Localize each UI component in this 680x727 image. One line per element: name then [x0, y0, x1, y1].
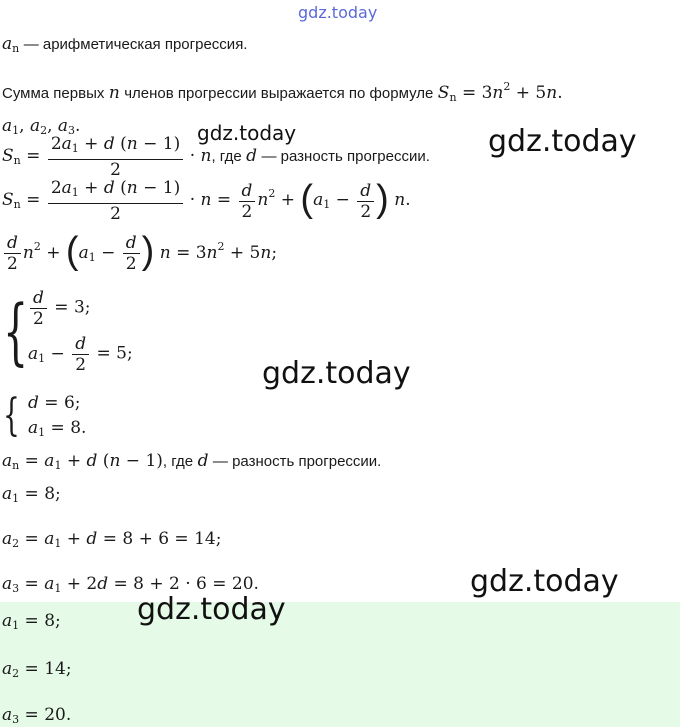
- line-a2: $a_2 = a_1 + d = 8 + 6 = 14$;: [2, 529, 222, 550]
- where-text: , где: [211, 148, 242, 166]
- line-equation: $\frac{d}{2}$ $n^2 + (a_1$ − $\frac{d}{2}$ ) $n = 3n^2 + 5n$;: [2, 232, 277, 275]
- line-sum-expanded: $S_n$ = $\frac{2a_1 + d (n - 1)}{2}$ · n = $\frac{d}{2}$ $n^2 + (a_1$ − $\frac{d}{2}$ ) n.: [2, 177, 411, 224]
- answer-a2: $a_2 = 14$;: [2, 659, 72, 680]
- watermark-3: gdz.today: [262, 356, 411, 391]
- brace-system-1: {: [3, 289, 29, 373]
- line-sum-general: $S_n$ = $\frac{2a_1 + d (n - 1)}{2}$ · n, где d — разность прогрессии.: [2, 134, 430, 180]
- system2-eq1: d = 6;: [28, 393, 81, 413]
- answer-a3: $a_3 = 20$.: [2, 705, 72, 726]
- watermark-top: gdz.today: [298, 3, 378, 22]
- d-description: — разность прогрессии.: [261, 148, 430, 166]
- d-description-2: — разность прогрессии.: [212, 453, 382, 470]
- line-definition: $a_n$ — арифметическая прогрессия.: [2, 34, 248, 55]
- watermark-4: gdz.today: [470, 564, 619, 599]
- brace-system-2: {: [3, 390, 20, 441]
- watermark-5: gdz.today: [137, 592, 286, 627]
- answer-block: [0, 602, 680, 727]
- line-a1: $a_1 = 8$;: [2, 484, 61, 505]
- watermark-1: gdz.today: [197, 121, 297, 145]
- sum-text-2: членов прогрессии выражается по формуле: [124, 85, 434, 102]
- line-nth-term: $a_n = a_1 + d$ (n − 1), где d — разность прогрессии.: [2, 451, 382, 472]
- definition-text: — арифметическая прогрессия.: [23, 36, 248, 53]
- where-text-2: , где: [162, 453, 194, 470]
- sum-text: Сумма первых: [2, 85, 105, 102]
- answer-a1: $a_1 = 8$;: [2, 611, 61, 632]
- system2-eq2: $a_1 = 8$.: [28, 418, 87, 439]
- system1-eq2: $a_1$ − $\frac{d}{2}$ = 5;: [28, 334, 133, 375]
- watermark-2: gdz.today: [488, 124, 637, 159]
- line-sum-formula: Сумма первых n членов прогрессии выражается по формуле $S_n = 3n^2 + 5n$.: [2, 80, 563, 104]
- system1-eq1: $\frac{d}{2}$ = 3;: [28, 288, 91, 329]
- line-terms: $a_1$, $a_2$, $a_3$.: [2, 116, 81, 137]
- line-a3: $a_3 = a_1 + 2d = 8 + 2 \cdot 6 = 20$.: [2, 574, 259, 595]
